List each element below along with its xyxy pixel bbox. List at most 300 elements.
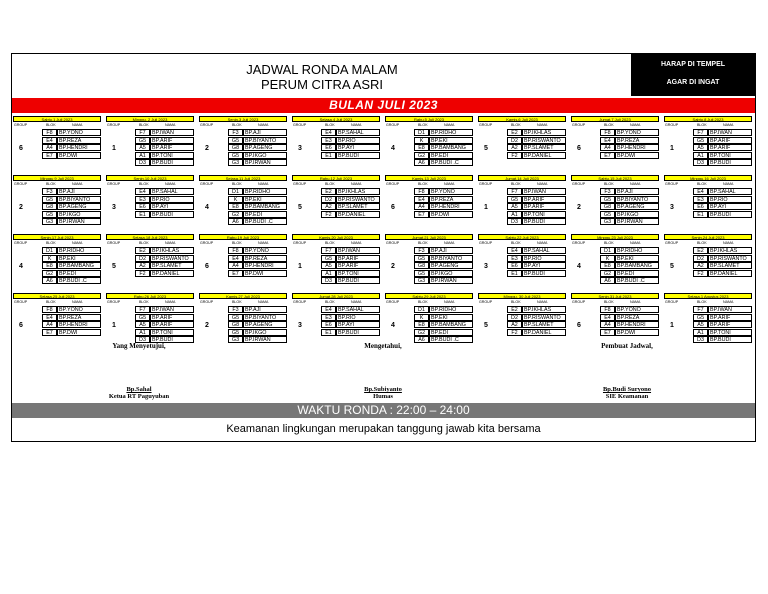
guard-name: BP.EKI bbox=[243, 196, 287, 203]
col-header-nama: NAMA bbox=[258, 123, 269, 127]
day-date: Senin,24 Juli 2023 bbox=[664, 234, 752, 240]
blok-code: A4 bbox=[228, 262, 243, 269]
guard-name: BP.ARIF bbox=[336, 255, 380, 262]
col-header-blok: BLOK bbox=[511, 182, 521, 186]
blok-code: E8 bbox=[42, 262, 57, 269]
day-date: Minggu, 30 Juli 2023 bbox=[478, 293, 566, 299]
guard-name: BP.AGENG bbox=[57, 203, 101, 210]
group-number: 6 bbox=[19, 322, 23, 329]
signature-block-2 bbox=[283, 386, 483, 400]
group-number: 6 bbox=[19, 145, 23, 152]
blok-code: A5 bbox=[693, 321, 708, 328]
col-header-group: GROUP bbox=[14, 300, 28, 304]
col-header-nama: NAMA bbox=[444, 300, 455, 304]
guard-entry bbox=[507, 137, 567, 144]
time-banner: WAKTU RONDA : 22:00 – 24:00 bbox=[12, 403, 755, 418]
col-header-nama: NAMA bbox=[723, 123, 734, 127]
page-subtitle: PERUM CITRA ASRI bbox=[260, 77, 384, 92]
guard-entry bbox=[600, 277, 660, 284]
blok-code: D3 bbox=[693, 159, 708, 166]
guard-entry bbox=[135, 196, 195, 203]
guard-entry bbox=[414, 211, 474, 218]
col-header-nama: NAMA bbox=[165, 182, 176, 186]
blok-code: F8 bbox=[414, 188, 429, 195]
guard-name: BP.IKHLAS bbox=[708, 247, 752, 254]
group-number: 5 bbox=[112, 263, 116, 270]
day-cell bbox=[663, 234, 753, 292]
guard-entry bbox=[42, 255, 102, 262]
guard-entry bbox=[414, 159, 474, 166]
signature-role-3: SIE Keamanan bbox=[605, 393, 649, 400]
day-date: Sabtu,1 Juli 2023 bbox=[13, 116, 101, 122]
guard-entry bbox=[600, 270, 660, 277]
blok-code: G5 bbox=[228, 137, 243, 144]
guard-name: BP.BUDI .C bbox=[243, 218, 287, 225]
guard-entry bbox=[693, 270, 753, 277]
signature-name-1: Bp.Sahal bbox=[126, 386, 152, 393]
col-header-blok: BLOK bbox=[697, 300, 707, 304]
guard-name: BP.REZA bbox=[615, 314, 659, 321]
guard-entry bbox=[507, 152, 567, 159]
col-header-nama: NAMA bbox=[444, 123, 455, 127]
day-date: Selasa,18 Juli 2023 bbox=[106, 234, 194, 240]
blok-code: F2 bbox=[693, 270, 708, 277]
blok-code: E4 bbox=[693, 188, 708, 195]
guard-name: BP.SAHAL bbox=[522, 247, 566, 254]
guard-entry bbox=[693, 159, 753, 166]
guard-entry bbox=[228, 329, 288, 336]
blok-code: D1 bbox=[414, 306, 429, 313]
guard-name: BP.SLAMET bbox=[522, 321, 566, 328]
group-number: 1 bbox=[670, 145, 674, 152]
day-cell bbox=[570, 116, 660, 174]
guard-entry bbox=[507, 255, 567, 262]
col-header-group: GROUP bbox=[200, 300, 214, 304]
guard-entry bbox=[135, 211, 195, 218]
blok-code: E3 bbox=[321, 314, 336, 321]
guard-name: BP.BUDI .C bbox=[615, 277, 659, 284]
guard-entry bbox=[693, 255, 753, 262]
day-date: Jumat,28 Juli 2023 bbox=[292, 293, 380, 299]
guard-entry bbox=[693, 211, 753, 218]
col-header-nama: NAMA bbox=[258, 241, 269, 245]
guard-entry bbox=[321, 247, 381, 254]
guard-name: BP.SAHAL bbox=[336, 306, 380, 313]
col-header-nama: NAMA bbox=[723, 300, 734, 304]
guard-name: BP.AJI bbox=[615, 188, 659, 195]
guard-entry bbox=[693, 152, 753, 159]
guard-name: BP.RISWANTO bbox=[522, 314, 566, 321]
day-date: Minggu,23 Juli 2023 bbox=[571, 234, 659, 240]
col-header-nama: NAMA bbox=[630, 300, 641, 304]
guard-name: BP.SAHAL bbox=[708, 188, 752, 195]
blok-code: E2 bbox=[135, 247, 150, 254]
guard-name: BP.IKHLAS bbox=[150, 247, 194, 254]
guard-name: BP.YONO bbox=[243, 247, 287, 254]
col-header-blok: BLOK bbox=[46, 241, 56, 245]
blok-code: E6 bbox=[693, 203, 708, 210]
col-header-blok: BLOK bbox=[232, 182, 242, 186]
day-date: Rabu,26 Juli 2023 bbox=[106, 293, 194, 299]
blok-code: E7 bbox=[42, 329, 57, 336]
blok-code: A5 bbox=[135, 144, 150, 151]
group-number: 3 bbox=[670, 204, 674, 211]
guard-entry bbox=[135, 255, 195, 262]
guard-entry bbox=[693, 321, 753, 328]
footer-note: Keamanan lingkungan merupakan tanggung jawab kita bersama bbox=[226, 423, 541, 435]
guard-name: BP.RIO bbox=[708, 196, 752, 203]
guard-entry bbox=[600, 321, 660, 328]
day-cell bbox=[198, 175, 288, 233]
guard-name: BP.BUDI bbox=[336, 152, 380, 159]
guard-name: BP.HENDRI bbox=[615, 321, 659, 328]
signature-label-1: Yang Menyetujui, bbox=[112, 342, 166, 350]
blok-code: G8 bbox=[228, 321, 243, 328]
col-header-blok: BLOK bbox=[418, 123, 428, 127]
guard-entry bbox=[507, 314, 567, 321]
col-header-group: GROUP bbox=[293, 123, 307, 127]
signature-label-3: Pembuat Jadwal, bbox=[601, 342, 653, 350]
guard-entry bbox=[228, 152, 288, 159]
blok-code: A2 bbox=[135, 262, 150, 269]
guard-name: BP.AGENG bbox=[615, 203, 659, 210]
blok-code: F3 bbox=[600, 188, 615, 195]
guard-name: BP.SAHAL bbox=[336, 129, 380, 136]
col-header-group: GROUP bbox=[665, 182, 679, 186]
col-header-nama: NAMA bbox=[537, 182, 548, 186]
guard-entry bbox=[135, 137, 195, 144]
guard-entry bbox=[600, 262, 660, 269]
blok-code: K bbox=[414, 314, 429, 321]
blok-code: K bbox=[414, 137, 429, 144]
group-number: 3 bbox=[484, 263, 488, 270]
blok-code: G5 bbox=[42, 196, 57, 203]
guard-name: BP.IWAN bbox=[708, 306, 752, 313]
badge-line-1: HARAP DI TEMPEL bbox=[660, 61, 726, 68]
guard-name: BP.BUDI bbox=[150, 211, 194, 218]
blok-code: E6 bbox=[507, 262, 522, 269]
badge-line-2: AGAR DI INGAT bbox=[666, 79, 720, 86]
guard-entry bbox=[507, 129, 567, 136]
blok-code: E7 bbox=[600, 152, 615, 159]
guard-name: BP.BUDI .C bbox=[429, 159, 473, 166]
group-number: 1 bbox=[112, 322, 116, 329]
group-number: 1 bbox=[484, 204, 488, 211]
guard-name: BP.ARIF bbox=[708, 137, 752, 144]
guard-name: BP.RISWANTO bbox=[708, 255, 752, 262]
signature-role-2: Humas bbox=[373, 393, 393, 400]
guard-entry bbox=[321, 188, 381, 195]
blok-code: A1 bbox=[693, 329, 708, 336]
guard-name: BP.AYI bbox=[336, 321, 380, 328]
group-number: 2 bbox=[205, 145, 209, 152]
guard-entry bbox=[321, 277, 381, 284]
guard-entry bbox=[42, 262, 102, 269]
signature-label-2: Mengetahui, bbox=[364, 342, 402, 350]
guard-name: BP.BAMBANG bbox=[243, 203, 287, 210]
guard-entry bbox=[600, 188, 660, 195]
guard-entry bbox=[228, 188, 288, 195]
guard-entry bbox=[600, 306, 660, 313]
guard-entry bbox=[42, 329, 102, 336]
blok-code: G5 bbox=[42, 211, 57, 218]
day-date: Sabtu,8 Juli 2023 bbox=[664, 116, 752, 122]
col-header-blok: BLOK bbox=[139, 182, 149, 186]
blok-code: E3 bbox=[321, 137, 336, 144]
group-number: 4 bbox=[19, 263, 23, 270]
guard-name: BP.BIYANTO bbox=[615, 196, 659, 203]
blok-code: E7 bbox=[414, 211, 429, 218]
col-header-group: GROUP bbox=[479, 300, 493, 304]
blok-code: E4 bbox=[42, 137, 57, 144]
guard-name: BP.AYI bbox=[708, 203, 752, 210]
guard-name: BP.AYI bbox=[150, 203, 194, 210]
guard-name: BP.AJI bbox=[57, 188, 101, 195]
group-number: 2 bbox=[19, 204, 23, 211]
col-header-nama: NAMA bbox=[351, 241, 362, 245]
blok-code: A6 bbox=[414, 159, 429, 166]
day-cell bbox=[12, 116, 102, 174]
guard-entry bbox=[414, 137, 474, 144]
col-header-group: GROUP bbox=[293, 300, 307, 304]
blok-code: D2 bbox=[693, 255, 708, 262]
day-date: Kamis,27 Juli 2023 bbox=[199, 293, 287, 299]
blok-code: E4 bbox=[600, 314, 615, 321]
blok-code: F7 bbox=[507, 188, 522, 195]
blok-code: F7 bbox=[135, 129, 150, 136]
guard-entry bbox=[693, 196, 753, 203]
col-header-nama: NAMA bbox=[351, 182, 362, 186]
day-date: Kamis,13 Juli 2023 bbox=[385, 175, 473, 181]
guard-entry bbox=[228, 306, 288, 313]
guard-entry bbox=[693, 203, 753, 210]
blok-code: F8 bbox=[600, 129, 615, 136]
blok-code: G3 bbox=[414, 277, 429, 284]
blok-code: G2 bbox=[414, 152, 429, 159]
guard-entry bbox=[321, 306, 381, 313]
group-number: 3 bbox=[298, 145, 302, 152]
blok-code: F7 bbox=[693, 306, 708, 313]
blok-code: E4 bbox=[42, 314, 57, 321]
blok-code: A4 bbox=[600, 321, 615, 328]
guard-name: BP.HENDRI bbox=[57, 144, 101, 151]
blok-code: D2 bbox=[135, 255, 150, 262]
col-header-nama: NAMA bbox=[165, 241, 176, 245]
guard-name: BP.RISWANTO bbox=[522, 137, 566, 144]
guard-entry bbox=[507, 247, 567, 254]
day-date: Minggu 9 Juli 2023 bbox=[13, 175, 101, 181]
day-cell bbox=[291, 234, 381, 292]
col-header-nama: NAMA bbox=[72, 300, 83, 304]
blok-code: D3 bbox=[693, 336, 708, 343]
guard-entry bbox=[507, 196, 567, 203]
guard-name: BP.ARIF bbox=[150, 314, 194, 321]
blok-code: K bbox=[42, 255, 57, 262]
month-banner: BULAN JULI 2023 bbox=[12, 98, 755, 113]
day-cell bbox=[12, 234, 102, 292]
blok-code: E2 bbox=[507, 306, 522, 313]
guard-entry bbox=[135, 129, 195, 136]
blok-code: A4 bbox=[42, 144, 57, 151]
group-number: 4 bbox=[577, 263, 581, 270]
guard-name: BP.RISWANTO bbox=[336, 196, 380, 203]
guard-name: BP.IWAN bbox=[336, 247, 380, 254]
signature-name-2: Bp.Subiyanto bbox=[364, 386, 402, 393]
group-number: 4 bbox=[391, 145, 395, 152]
col-header-group: GROUP bbox=[665, 123, 679, 127]
guard-name: BP.AJI bbox=[243, 129, 287, 136]
guard-entry bbox=[507, 306, 567, 313]
blok-code: F2 bbox=[507, 329, 522, 336]
guard-name: BP.RIDHO bbox=[429, 129, 473, 136]
day-cell bbox=[12, 175, 102, 233]
col-header-group: GROUP bbox=[14, 241, 28, 245]
guard-name: BP.REZA bbox=[429, 196, 473, 203]
day-cell bbox=[663, 175, 753, 233]
group-number: 3 bbox=[298, 322, 302, 329]
guard-entry bbox=[600, 196, 660, 203]
col-header-group: GROUP bbox=[479, 123, 493, 127]
guard-entry bbox=[135, 314, 195, 321]
guard-name: BP.IRWAN bbox=[429, 277, 473, 284]
guard-entry bbox=[414, 306, 474, 313]
guard-name: BP.REZA bbox=[57, 137, 101, 144]
blok-code: E2 bbox=[321, 188, 336, 195]
notice-badge bbox=[631, 54, 755, 96]
group-number: 5 bbox=[298, 204, 302, 211]
blok-code: A5 bbox=[135, 321, 150, 328]
col-header-nama: NAMA bbox=[723, 182, 734, 186]
guard-entry bbox=[600, 129, 660, 136]
col-header-blok: BLOK bbox=[232, 123, 242, 127]
guard-name: BP.DWI bbox=[615, 329, 659, 336]
blok-code: E7 bbox=[42, 152, 57, 159]
guard-entry bbox=[135, 188, 195, 195]
day-cell bbox=[384, 234, 474, 292]
col-header-group: GROUP bbox=[107, 182, 121, 186]
guard-entry bbox=[42, 306, 102, 313]
col-header-group: GROUP bbox=[479, 182, 493, 186]
signature-block-3 bbox=[527, 386, 727, 400]
day-cell bbox=[477, 175, 567, 233]
guard-name: BP.BIYANTO bbox=[57, 196, 101, 203]
blok-code: D1 bbox=[414, 129, 429, 136]
blok-code: A5 bbox=[321, 262, 336, 269]
col-header-blok: BLOK bbox=[325, 300, 335, 304]
blok-code: A5 bbox=[507, 203, 522, 210]
col-header-group: GROUP bbox=[479, 241, 493, 245]
blok-code: F3 bbox=[228, 129, 243, 136]
blok-code: E1 bbox=[321, 329, 336, 336]
group-number: 4 bbox=[205, 204, 209, 211]
guard-name: BP.TONI bbox=[708, 329, 752, 336]
col-header-blok: BLOK bbox=[325, 182, 335, 186]
guard-entry bbox=[228, 218, 288, 225]
col-header-blok: BLOK bbox=[511, 241, 521, 245]
day-cell bbox=[570, 234, 660, 292]
guard-entry bbox=[321, 321, 381, 328]
group-number: 5 bbox=[670, 263, 674, 270]
blok-code: E4 bbox=[228, 255, 243, 262]
guard-name: BP.IRWAN bbox=[243, 336, 287, 343]
blok-code: A6 bbox=[414, 336, 429, 343]
guard-name: BP.ARIF bbox=[708, 144, 752, 151]
guard-name: BP.IWAN bbox=[150, 306, 194, 313]
guard-name: BP.DWI bbox=[615, 152, 659, 159]
guard-entry bbox=[228, 321, 288, 328]
blok-code: E6 bbox=[135, 203, 150, 210]
guard-name: BP.IKHLAS bbox=[522, 129, 566, 136]
guard-entry bbox=[321, 144, 381, 151]
col-header-blok: BLOK bbox=[511, 123, 521, 127]
blok-code: G5 bbox=[693, 137, 708, 144]
guard-name: BP.ARIF bbox=[522, 196, 566, 203]
blok-code: G5 bbox=[600, 211, 615, 218]
guard-name: BP.SLAMET bbox=[708, 262, 752, 269]
day-cell bbox=[570, 175, 660, 233]
schedule-sheet bbox=[11, 53, 756, 442]
blok-code: A6 bbox=[600, 277, 615, 284]
guard-name: BP.BUDI bbox=[150, 159, 194, 166]
col-header-group: GROUP bbox=[386, 300, 400, 304]
blok-code: E8 bbox=[600, 262, 615, 269]
blok-code: E4 bbox=[600, 137, 615, 144]
guard-name: BP.DWI bbox=[429, 211, 473, 218]
guard-entry bbox=[228, 144, 288, 151]
group-number: 1 bbox=[112, 145, 116, 152]
guard-name: BP.REZA bbox=[57, 314, 101, 321]
guard-entry bbox=[42, 129, 102, 136]
blok-code: F7 bbox=[135, 306, 150, 313]
col-header-group: GROUP bbox=[665, 300, 679, 304]
blok-code: E8 bbox=[228, 203, 243, 210]
guard-name: BP.EDI bbox=[615, 270, 659, 277]
guard-entry bbox=[228, 159, 288, 166]
col-header-group: GROUP bbox=[200, 182, 214, 186]
blok-code: K bbox=[228, 196, 243, 203]
guard-name: BP.IWAN bbox=[150, 129, 194, 136]
guard-entry bbox=[600, 211, 660, 218]
col-header-group: GROUP bbox=[665, 241, 679, 245]
blok-code: F8 bbox=[42, 129, 57, 136]
guard-entry bbox=[693, 314, 753, 321]
guard-name: BP.YONO bbox=[615, 129, 659, 136]
col-header-group: GROUP bbox=[572, 241, 586, 245]
guard-entry bbox=[507, 262, 567, 269]
blok-code: G5 bbox=[135, 314, 150, 321]
guard-entry bbox=[414, 314, 474, 321]
guard-name: BP.ARIF bbox=[150, 137, 194, 144]
guard-name: BP.BUDI bbox=[336, 277, 380, 284]
schedule-row bbox=[12, 116, 755, 174]
day-cell bbox=[384, 116, 474, 174]
blok-code: A6 bbox=[42, 277, 57, 284]
guard-name: BP.ARIF bbox=[150, 144, 194, 151]
blok-code: F3 bbox=[42, 188, 57, 195]
guard-name: BP.DANIEL bbox=[336, 211, 380, 218]
guard-name: BP.EDI bbox=[429, 329, 473, 336]
page-title: JADWAL RONDA MALAM bbox=[246, 62, 398, 77]
day-cell bbox=[198, 116, 288, 174]
guard-name: BP.RIDHO bbox=[243, 188, 287, 195]
guard-entry bbox=[42, 277, 102, 284]
col-header-blok: BLOK bbox=[46, 123, 56, 127]
blok-code: E4 bbox=[321, 306, 336, 313]
blok-code: F8 bbox=[42, 306, 57, 313]
day-cell bbox=[477, 234, 567, 292]
guard-entry bbox=[507, 321, 567, 328]
guard-entry bbox=[135, 152, 195, 159]
